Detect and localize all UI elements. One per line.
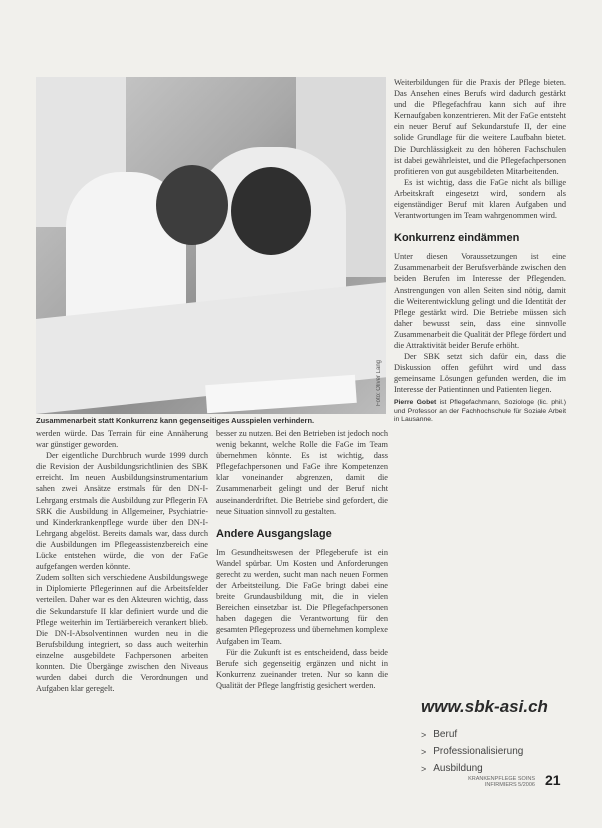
paragraph: Im Gesundheitswesen der Pflegeberufe ist ein Wandel spürbar. Um Kosten und Anforderungen gerecht zu werden, sucht man nach neuen Formen der Arbeitsteilung. Die FaGe bringt dabei eine breite Grundausbildung mit, die in vielen Bereichen einsetzbar ist. Die Pflegefachpersonen haben dagegen die Verantwortung für den gesamten Pflegeprozess und übernehmen komplexe Aufgaben im Team. bbox=[216, 547, 388, 646]
article-column-1 bbox=[36, 428, 208, 694]
arrow-icon: > bbox=[421, 763, 427, 774]
section-heading: Konkurrenz eindämmen bbox=[394, 232, 520, 245]
photo-head-right bbox=[231, 167, 311, 255]
link-item[interactable] bbox=[421, 760, 523, 777]
journal-footer bbox=[455, 776, 535, 788]
paragraph: besser zu nutzen. Bei den Betrieben ist jedoch noch wenig bekannt, welche Rolle die FaGe im Team übernehmen könnte. Es ist wichtig, dass Pflegefachpersonen und FaGe ihre Kompetenzen klar voneinander abgrenzen, damit die Zusammenarbeit gelingt und der Beruf nicht auseinanderdriftet. Die Betriebe sind gefordert, die neue Situation sinnvoll zu gestalten. bbox=[216, 429, 388, 516]
author-name: Pierre Gobet bbox=[394, 399, 437, 407]
paragraph: Für die Zukunft ist es entscheidend, dass beide Berufe sich gegenseitig ergänzen und nicht in Konkurrenz zueinander treten. Nur so kann die Qualität der Pflege langfristig gesichert werden. bbox=[216, 647, 388, 690]
link-item[interactable] bbox=[421, 743, 523, 760]
link-label: Beruf bbox=[433, 729, 458, 740]
link-item[interactable] bbox=[421, 726, 523, 743]
link-label: Ausbildung bbox=[433, 763, 483, 774]
journal-name: KRANKENPFLEGE SOINS bbox=[468, 776, 535, 782]
website-link[interactable]: www.sbk-asi.ch bbox=[421, 697, 548, 716]
arrow-icon: > bbox=[421, 746, 427, 757]
paragraph: Zudem sollten sich verschiedene Ausbildungswege in Diplomierte Pflegerinnen auf die Arbeitsfelder verteilen. Daher war es den Akteuren wichtig, dass die Sekundarstufe II klar definiert wurde und die Pflege weiterhin im Tertiärbereich verankert blieb. Die DN-I-Absolventinnen wurden neu in die Berufsbildung integriert, so dass auch weiterhin einzelne ausgebildete Fachpersonen arbeiten konnten. Die Übergänge zwischen den Niveaus wurden dabei durch die Verordnungen und Aufgaben klar geregelt. bbox=[36, 573, 208, 694]
paragraph: werden würde. Das Terrain für eine Annäherung war günstiger geworden. bbox=[36, 429, 208, 450]
paragraph: Es ist wichtig, dass die FaGe nicht als billige Arbeitskraft eingesetzt wird, sondern als eigenständiger Beruf mit klaren Aufgaben und Verantwortungen im Team wahrgenommen wird. bbox=[394, 177, 566, 221]
arrow-icon: > bbox=[421, 729, 427, 740]
link-label: Professionalisierung bbox=[433, 746, 524, 757]
paragraph: Unter diesen Voraussetzungen ist eine Zusammenarbeit der Berufsverbände zwischen den beiden Berufen im Interesse der Pflegenden. Anstrengungen von allen Seiten sind nötig, damit die Weiterentwicklung gelingt und die Identität der Pflege gestärkt wird. Die Betriebe müssen sich daher bewusst sein, dass eine sinnvolle Zusammenarbeit die Qualität der Pflege fördert und die Attraktivität beider Berufe erhöht. bbox=[394, 252, 566, 350]
photo-credit: Foto: Oliver Lang bbox=[376, 359, 382, 406]
section-heading: Andere Ausgangslage bbox=[216, 527, 332, 540]
article-photo bbox=[36, 77, 386, 414]
article-column-2 bbox=[216, 428, 388, 691]
website-links bbox=[421, 726, 523, 777]
author-description: ist Pflegefachmann, Soziologe (lic. phil.) und Professor an der Fachhochschule für Soziale Arbeit in Lausanne. bbox=[394, 399, 567, 424]
author-bio bbox=[394, 399, 566, 424]
page-number: 21 bbox=[545, 772, 561, 788]
paragraph: Der eigentliche Durchbruch wurde 1999 durch die Revision der Ausbildungsrichtlinien des SBK erreicht. Im neuen Ausbildungsinstrumentarium sahen zwei Ansätze erstmals für den DN-I-Lehrgang erstmals die Ausbildung zur Pflegerin FA SRK die Ausbildung in Allgemeiner, Psychiatrie- und Kinderkrankenpflege wurde über den DN-I-Lehrgang abgelöst. Bereits damals war, dass durch die Ausbildungen im Pflegeassistenzbereich eine Lücke entstehen würde, die von der FaGe aufgefangen werden könnte. bbox=[36, 451, 208, 572]
photo-caption: Zusammenarbeit statt Konkurrenz kann gegenseitiges Ausspielen verhindern. bbox=[36, 416, 315, 425]
paragraph: Weiterbildungen für die Praxis der Pflege bieten. Das Ansehen eines Berufs wird dadurch gestärkt und die Pflegefachfrau kann sich auf ihre Kernaufgaben konzentrieren. Mit der FaGe entsteht ein neuer Beruf auf Sekundarstufe II, der eine solide Grundlage für die weitere Laufbahn bietet. Die Durchlässigkeit zu den höheren Fachschulen ist dabei gewährleistet, und die Pflegefachpersonen profitieren von gut ausgebildeten Mitarbeitenden. bbox=[394, 78, 566, 176]
paragraph: Der SBK setzt sich dafür ein, dass die Diskussion offen geführt wird und dass gemeinsame Lösungen gefunden werden, die im Interesse der Patientinnen und Patienten liegen. bbox=[394, 352, 566, 395]
journal-issue: INFIRMIERS 5/2006 bbox=[484, 782, 535, 788]
photo-head-left bbox=[156, 165, 228, 245]
article-column-3 bbox=[394, 77, 566, 425]
